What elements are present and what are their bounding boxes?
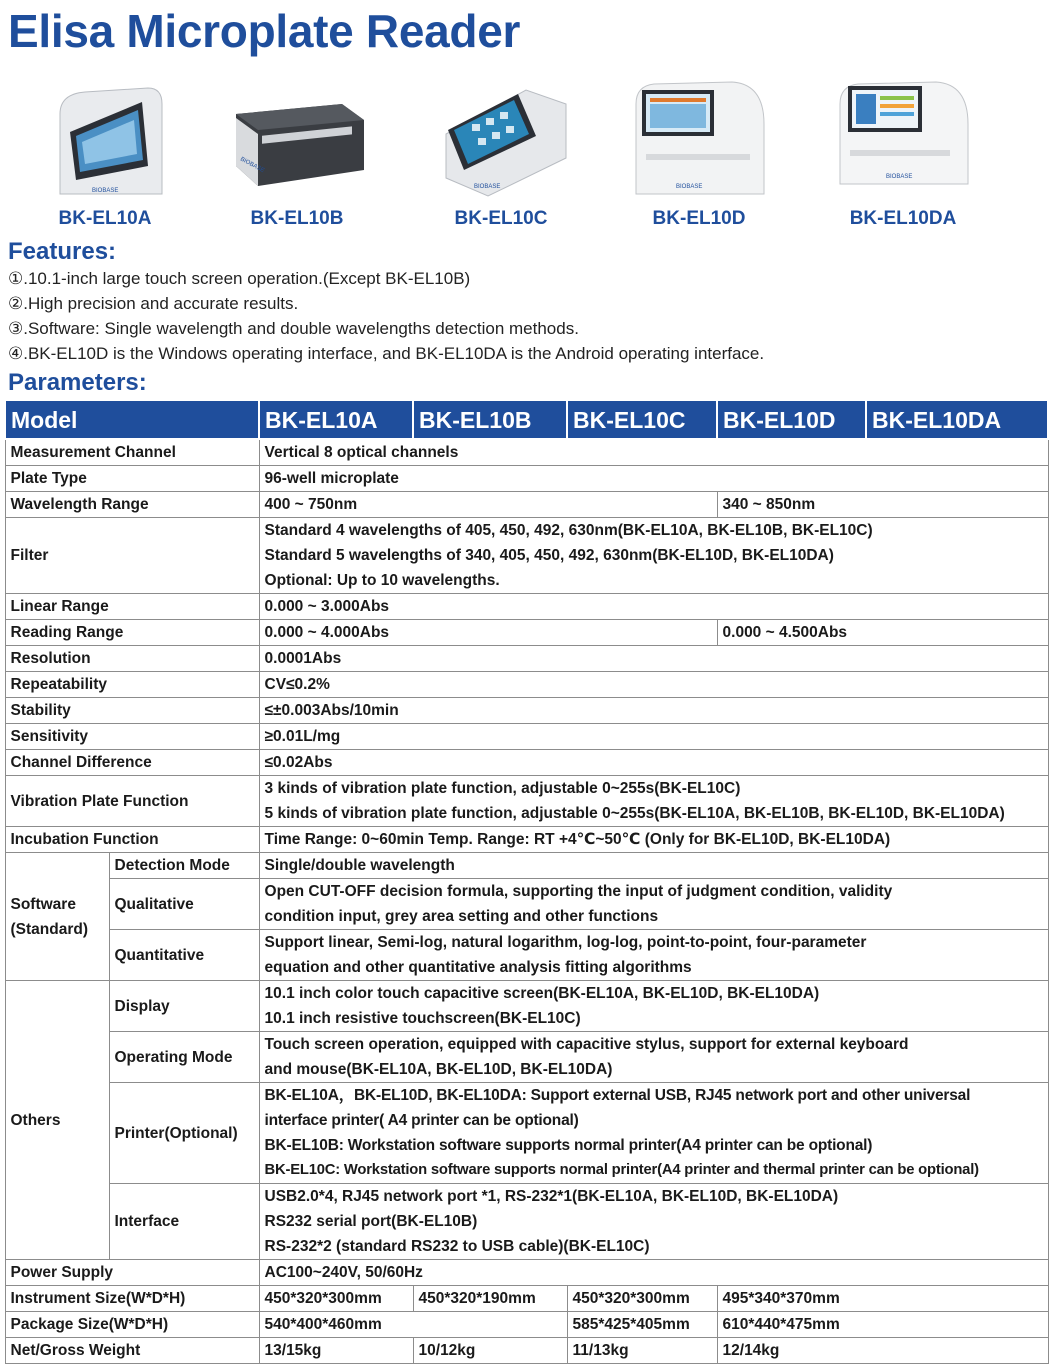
row-value: 585*425*405mm: [567, 1312, 717, 1338]
row-value: [259, 879, 1048, 930]
table-row: [5, 853, 1048, 879]
row-value: 495*340*370mm: [717, 1286, 1048, 1312]
product-model-label: BK-EL10D: [652, 208, 746, 229]
text-line: interface printer( A4 printer can be optional): [264, 1112, 579, 1129]
features-heading: Features:: [8, 238, 117, 265]
table-row: [5, 646, 1048, 672]
row-label: Qualitative: [109, 879, 259, 930]
table-row: [5, 981, 1048, 1032]
svg-text:BIOBASE: BIOBASE: [886, 174, 913, 180]
feature-item: ②.High precision and accurate results.: [8, 294, 299, 313]
product-model-label: BK-EL10DA: [849, 208, 957, 229]
row-label: Sensitivity: [5, 724, 259, 750]
product-image-bk-el10a: [30, 74, 180, 202]
row-value: ≥0.01L/mg: [259, 724, 1048, 750]
header-cell: BK-EL10D: [717, 400, 866, 439]
table-row: [5, 879, 1048, 930]
row-value: CV≤0.2%: [259, 672, 1048, 698]
table-row: [5, 620, 1048, 646]
header-cell: BK-EL10A: [259, 400, 413, 439]
row-value: [259, 1184, 1048, 1260]
text-line: Standard 4 wavelengths of 405, 450, 492, 630nm(BK-EL10A, BK-EL10B, BK-EL10C): [264, 522, 873, 539]
svg-text:BIOBASE: BIOBASE: [474, 184, 501, 190]
header-cell: BK-EL10B: [413, 400, 567, 439]
row-value: 400 ~ 750nm: [259, 492, 717, 518]
table-row: [5, 1184, 1048, 1260]
row-value: 0.000 ~ 4.500Abs: [717, 620, 1048, 646]
features-list: [8, 266, 764, 366]
row-label: Channel Difference: [5, 750, 259, 776]
row-label: Interface: [109, 1184, 259, 1260]
text-line: BK-EL10C: Workstation software supports normal printer(A4 printer and thermal printer can be optional): [264, 1162, 979, 1178]
text-line: BK-EL10B: Workstation software supports normal printer(A4 printer can be optional): [264, 1137, 873, 1154]
table-row: [5, 672, 1048, 698]
table-row: [5, 439, 1048, 466]
row-value: 0.0001Abs: [259, 646, 1048, 672]
row-value: 540*400*460mm: [259, 1312, 567, 1338]
group-label-others: Others: [5, 981, 109, 1260]
table-row: [5, 1032, 1048, 1083]
table-row: [5, 492, 1048, 518]
table-row: [5, 750, 1048, 776]
product-image-bk-el10c: [426, 74, 576, 202]
table-row: [5, 594, 1048, 620]
row-value: 450*320*300mm: [259, 1286, 413, 1312]
row-value: 13/15kg: [259, 1338, 413, 1364]
row-value: 10/12kg: [413, 1338, 567, 1364]
text-line: BK-EL10A，BK-EL10D, BK-EL10DA: Support external USB, RJ45 network port and other universal: [264, 1087, 971, 1104]
text-line: 10.1 inch resistive touchscreen(BK-EL10C): [264, 1010, 581, 1027]
row-value: 0.000 ~ 3.000Abs: [259, 594, 1048, 620]
row-label: Vibration Plate Function: [5, 776, 259, 827]
product-gallery: [0, 74, 1050, 236]
text-line: Support linear, Semi-log, natural logarithm, log-log, point-to-point, four-parameter: [264, 934, 867, 951]
row-value: [259, 930, 1048, 981]
row-label: Detection Mode: [109, 853, 259, 879]
text-line: 3 kinds of vibration plate function, adjustable 0~255s(BK-EL10C): [264, 780, 741, 797]
row-value: AC100~240V, 50/60Hz: [259, 1260, 1048, 1286]
row-label: Reading Range: [5, 620, 259, 646]
parameters-heading: Parameters:: [8, 369, 147, 396]
text-line: Optional: Up to 10 wavelengths.: [264, 572, 500, 589]
row-label: Display: [109, 981, 259, 1032]
svg-text:BIOBASE: BIOBASE: [239, 156, 266, 175]
header-cell: BK-EL10DA: [866, 400, 1048, 439]
row-label: Operating Mode: [109, 1032, 259, 1083]
row-label: Resolution: [5, 646, 259, 672]
feature-item: ①.10.1-inch large touch screen operation.(Except BK-EL10B): [8, 269, 471, 288]
table-row: [5, 827, 1048, 853]
table-row: [5, 776, 1048, 827]
row-label: Package Size(W*D*H): [5, 1312, 259, 1338]
group-label-software: [5, 853, 109, 981]
row-label: Power Supply: [5, 1260, 259, 1286]
text-line: RS232 serial port(BK-EL10B): [264, 1213, 478, 1230]
row-label: Plate Type: [5, 466, 259, 492]
row-value: 11/13kg: [567, 1338, 717, 1364]
text-line: RS-232*2 (standard RS232 to USB cable)(BK-EL10C): [264, 1238, 650, 1255]
text-line: Touch screen operation, equipped with capacitive stylus, support for external keyboard: [264, 1036, 909, 1053]
product-card: [614, 74, 784, 236]
page-title: Elisa Microplate Reader: [8, 5, 521, 57]
product-card: [212, 74, 382, 236]
text-line: (Standard): [10, 920, 88, 938]
table-row: [5, 1312, 1048, 1338]
row-value: [259, 1083, 1048, 1184]
text-line: equation and other quantitative analysis fitting algorithms: [264, 959, 692, 976]
svg-text:BIOBASE: BIOBASE: [92, 188, 119, 194]
row-value: 340 ~ 850nm: [717, 492, 1048, 518]
table-row: [5, 1286, 1048, 1312]
row-value: Time Range: 0~60min Temp. Range: RT +4℃~50℃ (Only for BK-EL10D, BK-EL10DA): [259, 827, 1048, 853]
text-line: USB2.0*4, RJ45 network port *1, RS-232*1(BK-EL10A, BK-EL10D, BK-EL10DA): [264, 1188, 839, 1205]
svg-text:BIOBASE: BIOBASE: [676, 184, 703, 190]
product-card: [818, 74, 988, 236]
row-value: Vertical 8 optical channels: [259, 439, 1048, 466]
row-label: Repeatability: [5, 672, 259, 698]
row-label: Linear Range: [5, 594, 259, 620]
text-line: Open CUT-OFF decision formula, supporting the input of judgment condition, validity: [264, 883, 893, 900]
header-cell-model: Model: [5, 400, 259, 439]
product-model-label: BK-EL10B: [250, 208, 344, 229]
text-line: 10.1 inch color touch capacitive screen(BK-EL10A, BK-EL10D, BK-EL10DA): [264, 985, 820, 1002]
header-cell: BK-EL10C: [567, 400, 717, 439]
feature-item: ④.BK-EL10D is the Windows operating interface, and BK-EL10DA is the Android operating interface.: [8, 344, 765, 363]
row-label: Stability: [5, 698, 259, 724]
row-value: 450*320*190mm: [413, 1286, 567, 1312]
text-line: and mouse(BK-EL10A, BK-EL10D, BK-EL10DA): [264, 1061, 613, 1078]
text-line: Standard 5 wavelengths of 340, 405, 450, 492, 630nm(BK-EL10D, BK-EL10DA): [264, 547, 834, 564]
row-value: 96-well microplate: [259, 466, 1048, 492]
product-image-bk-el10b: [222, 74, 372, 202]
product-model-label: BK-EL10C: [454, 208, 548, 229]
parameters-table: [4, 399, 1049, 1364]
table-row: [5, 1260, 1048, 1286]
row-value: [259, 776, 1048, 827]
row-label: Quantitative: [109, 930, 259, 981]
text-line: condition input, grey area setting and other functions: [264, 908, 659, 925]
row-value: 12/14kg: [717, 1338, 1048, 1364]
row-value: ≤±0.003Abs/10min: [259, 698, 1048, 724]
row-label: Incubation Function: [5, 827, 259, 853]
row-label: Measurement Channel: [5, 439, 259, 466]
row-label: Filter: [5, 518, 259, 594]
product-card: [416, 74, 586, 236]
table-row: [5, 930, 1048, 981]
row-label: Wavelength Range: [5, 492, 259, 518]
product-image-bk-el10da: [828, 74, 978, 202]
row-value: [259, 981, 1048, 1032]
feature-item: ③.Software: Single wavelength and double wavelengths detection methods.: [8, 319, 579, 338]
table-row: [5, 1083, 1048, 1184]
row-value: [259, 1032, 1048, 1083]
text-line: 5 kinds of vibration plate function, adjustable 0~255s(BK-EL10A, BK-EL10B, BK-EL10D, BK-EL10DA): [264, 805, 1005, 822]
row-value: 0.000 ~ 4.000Abs: [259, 620, 717, 646]
row-value: Single/double wavelength: [259, 853, 1048, 879]
row-label: Net/Gross Weight: [5, 1338, 259, 1364]
table-header-row: [5, 400, 1048, 439]
row-value: ≤0.02Abs: [259, 750, 1048, 776]
row-value: [259, 518, 1048, 594]
product-card: [20, 74, 190, 236]
row-value: 450*320*300mm: [567, 1286, 717, 1312]
table-row: [5, 724, 1048, 750]
row-value: 610*440*475mm: [717, 1312, 1048, 1338]
table-row: [5, 698, 1048, 724]
product-image-bk-el10d: [624, 74, 774, 202]
table-row: [5, 518, 1048, 594]
row-label: Printer(Optional): [109, 1083, 259, 1184]
text-line: Software: [10, 895, 76, 913]
table-row: [5, 1338, 1048, 1364]
product-model-label: BK-EL10A: [58, 208, 152, 229]
table-row: [5, 466, 1048, 492]
row-label: Instrument Size(W*D*H): [5, 1286, 259, 1312]
